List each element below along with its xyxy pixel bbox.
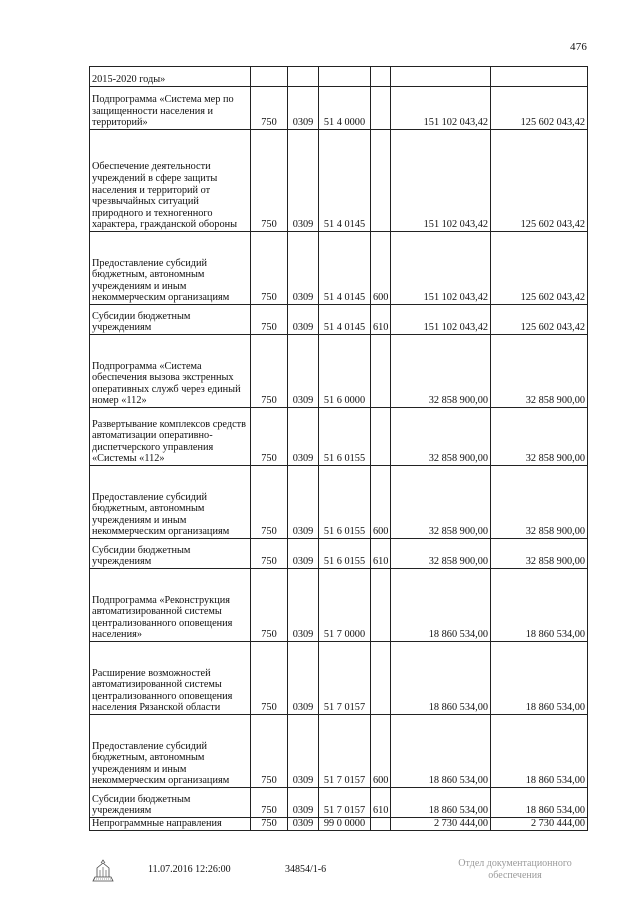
row-section-code: 0309 <box>288 642 319 715</box>
row-admin-code: 750 <box>251 539 288 569</box>
row-amount-1: 151 102 043,42 <box>391 87 491 130</box>
row-expense-type <box>371 569 391 642</box>
row-amount-2: 18 860 534,00 <box>491 788 588 818</box>
row-admin-code: 750 <box>251 818 288 831</box>
row-name: Субсидии бюджетным учреждениям <box>90 788 251 818</box>
row-admin-code: 750 <box>251 408 288 466</box>
row-expense-type <box>371 335 391 408</box>
row-name: Субсидии бюджетным учреждениям <box>90 305 251 335</box>
row-amount-2: 32 858 900,00 <box>491 539 588 569</box>
table-row <box>90 408 588 466</box>
row-amount-1: 18 860 534,00 <box>391 569 491 642</box>
row-expense-type <box>371 87 391 130</box>
row-amount-2: 32 858 900,00 <box>491 408 588 466</box>
row-section-code: 0309 <box>288 715 319 788</box>
row-section-code: 0309 <box>288 539 319 569</box>
row-name: Подпрограмма «Система мер по защищенности населения и территорий» <box>90 87 251 130</box>
coat-of-arms-icon <box>90 857 116 883</box>
table-row <box>90 788 588 818</box>
row-amount-1: 18 860 534,00 <box>391 642 491 715</box>
row-section-code: 0309 <box>288 335 319 408</box>
table-row <box>90 715 588 788</box>
row-amount-2: 125 602 043,42 <box>491 130 588 232</box>
row-section-code: 0309 <box>288 408 319 466</box>
row-amount-1: 151 102 043,42 <box>391 130 491 232</box>
row-section-code: 0309 <box>288 788 319 818</box>
row-expense-type <box>371 642 391 715</box>
row-amount-2: 32 858 900,00 <box>491 335 588 408</box>
row-section-code: 0309 <box>288 569 319 642</box>
row-amount-1 <box>391 67 491 87</box>
row-amount-2: 125 602 043,42 <box>491 232 588 305</box>
department-stamp: Отдел документационного обеспечения <box>458 858 572 881</box>
table-row <box>90 569 588 642</box>
row-name: Непрограммные направления <box>90 818 251 831</box>
row-expense-type: 610 <box>371 788 391 818</box>
row-amount-1: 32 858 900,00 <box>391 539 491 569</box>
row-section-code: 0309 <box>288 818 319 831</box>
row-target-code <box>319 67 371 87</box>
row-name: Развертывание комплексов средств автоматизации оперативно-диспетчерского управления «Системы «112» <box>90 408 251 466</box>
row-amount-2 <box>491 67 588 87</box>
table-row <box>90 818 588 831</box>
row-name: Субсидии бюджетным учреждениям <box>90 539 251 569</box>
row-admin-code: 750 <box>251 232 288 305</box>
row-section-code: 0309 <box>288 87 319 130</box>
row-amount-1: 32 858 900,00 <box>391 408 491 466</box>
budget-table <box>89 66 588 831</box>
row-admin-code: 750 <box>251 335 288 408</box>
row-amount-1: 151 102 043,42 <box>391 232 491 305</box>
document-timestamp: 11.07.2016 12:26:00 <box>148 864 231 875</box>
row-target-code: 51 7 0157 <box>319 715 371 788</box>
row-expense-type: 610 <box>371 539 391 569</box>
row-name: Обеспечение деятельности учреждений в сфере защиты населения и территорий от чрезвычайных ситуаций природного и техногенного характера, гражданской обороны <box>90 130 251 232</box>
row-target-code: 51 6 0155 <box>319 466 371 539</box>
row-expense-type <box>371 408 391 466</box>
table-row <box>90 130 588 232</box>
budget-table-body <box>90 67 588 831</box>
row-section-code: 0309 <box>288 466 319 539</box>
row-target-code: 51 7 0157 <box>319 788 371 818</box>
row-amount-1: 18 860 534,00 <box>391 715 491 788</box>
table-row <box>90 335 588 408</box>
row-admin-code: 750 <box>251 87 288 130</box>
row-target-code: 51 6 0155 <box>319 408 371 466</box>
row-section-code: 0309 <box>288 305 319 335</box>
row-section-code <box>288 67 319 87</box>
row-expense-type: 600 <box>371 715 391 788</box>
table-row <box>90 87 588 130</box>
row-amount-1: 2 730 444,00 <box>391 818 491 831</box>
table-row <box>90 232 588 305</box>
page-number: 476 <box>570 41 588 53</box>
row-amount-2: 18 860 534,00 <box>491 642 588 715</box>
row-admin-code: 750 <box>251 130 288 232</box>
registration-number: 34854/1-6 <box>285 864 327 875</box>
row-amount-1: 32 858 900,00 <box>391 335 491 408</box>
row-expense-type <box>371 67 391 87</box>
row-section-code: 0309 <box>288 130 319 232</box>
page-footer <box>0 858 640 901</box>
row-section-code: 0309 <box>288 232 319 305</box>
table-row <box>90 67 588 87</box>
row-target-code: 51 6 0000 <box>319 335 371 408</box>
row-admin-code <box>251 67 288 87</box>
row-expense-type: 610 <box>371 305 391 335</box>
row-target-code: 51 7 0157 <box>319 642 371 715</box>
row-amount-2: 125 602 043,42 <box>491 87 588 130</box>
row-amount-2: 32 858 900,00 <box>491 466 588 539</box>
row-admin-code: 750 <box>251 569 288 642</box>
row-expense-type: 600 <box>371 466 391 539</box>
row-target-code: 51 6 0155 <box>319 539 371 569</box>
row-amount-1: 32 858 900,00 <box>391 466 491 539</box>
row-expense-type: 600 <box>371 232 391 305</box>
row-amount-1: 18 860 534,00 <box>391 788 491 818</box>
row-target-code: 51 7 0000 <box>319 569 371 642</box>
row-name: Предоставление субсидий бюджетным, автономным учреждениям и иным некоммерческим организациям <box>90 715 251 788</box>
row-name: Предоставление субсидий бюджетным, автономным учреждениям и иным некоммерческим организациям <box>90 466 251 539</box>
row-name: 2015-2020 годы» <box>90 67 251 87</box>
row-amount-2: 18 860 534,00 <box>491 715 588 788</box>
row-expense-type <box>371 818 391 831</box>
row-name: Подпрограмма «Система обеспечения вызова экстренных оперативных служб через единый номер «112» <box>90 335 251 408</box>
row-admin-code: 750 <box>251 305 288 335</box>
row-target-code: 51 4 0145 <box>319 305 371 335</box>
table-row <box>90 466 588 539</box>
row-name: Расширение возможностей автоматизированной системы централизованного оповещения населения Рязанской области <box>90 642 251 715</box>
row-name: Предоставление субсидий бюджетным, автономным учреждениям и иным некоммерческим организациям <box>90 232 251 305</box>
row-amount-2: 18 860 534,00 <box>491 569 588 642</box>
row-target-code: 51 4 0145 <box>319 232 371 305</box>
table-row <box>90 539 588 569</box>
row-expense-type <box>371 130 391 232</box>
table-row <box>90 305 588 335</box>
row-name: Подпрограмма «Реконструкция автоматизированной системы централизованного оповещения населения» <box>90 569 251 642</box>
row-target-code: 99 0 0000 <box>319 818 371 831</box>
table-row <box>90 642 588 715</box>
row-admin-code: 750 <box>251 466 288 539</box>
row-admin-code: 750 <box>251 788 288 818</box>
row-amount-2: 125 602 043,42 <box>491 305 588 335</box>
row-admin-code: 750 <box>251 642 288 715</box>
row-target-code: 51 4 0000 <box>319 87 371 130</box>
row-admin-code: 750 <box>251 715 288 788</box>
row-target-code: 51 4 0145 <box>319 130 371 232</box>
row-amount-2: 2 730 444,00 <box>491 818 588 831</box>
row-amount-1: 151 102 043,42 <box>391 305 491 335</box>
